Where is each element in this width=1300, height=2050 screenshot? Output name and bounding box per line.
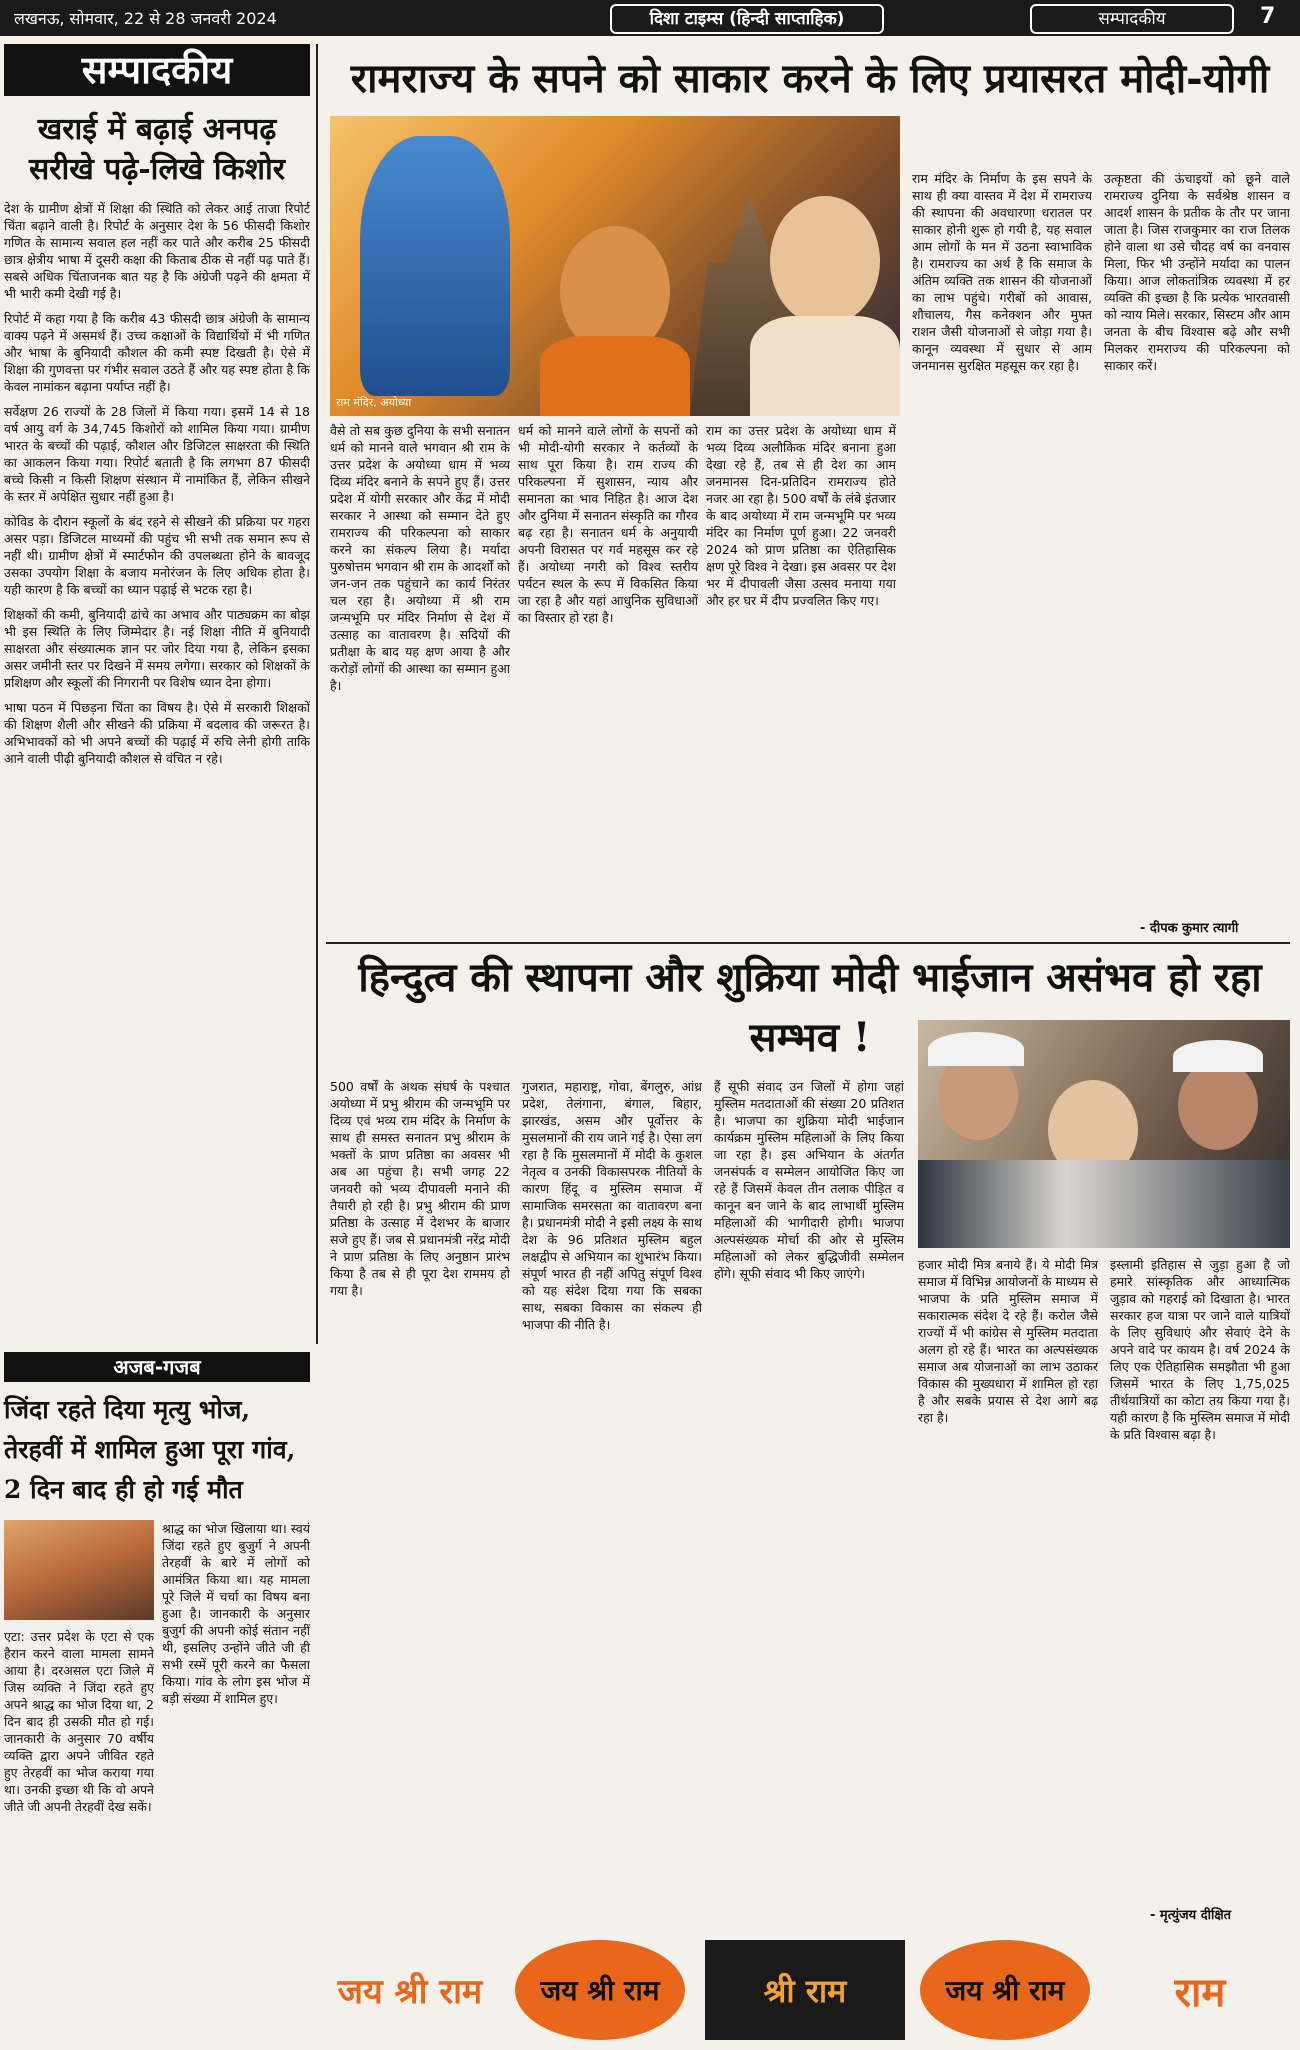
left-headline: खराई में बढ़ाई अनपढ़ सरीखे पढ़े-लिखे किशोर [28, 112, 286, 187]
banner-item: राम [1174, 1968, 1226, 2016]
ajab-gajab-headline: जिंदा रहते दिया मृत्यु भोज, तेरहवीं में शामिल हुआ पूरा गांव, 2 दिन बाद ही हो गई मौत [4, 1395, 296, 1504]
photo-caption: राम मंदिर, अयोध्या [336, 396, 412, 409]
second-article-col-4: हजार मोदी मित्र बनाये हैं। ये मोदी मित्र समाज में विभिन्न आयोजनों के माध्यम से भाजपा के प्रति मुस्लिम समाज में सकारात्मक संदेश दे रहे हैं। करोल जैसे राज्यों में भी कांग्रेस से मुस्लिम मतदाता अलग हो रहे हैं। भारत का अल्पसंख्यक समाज अब योजनाओं का लाभ उठाकर विकास की मुख्यधारा में शामिल हो रहा है और सबके प्रयास से देश आगे बढ़ रहा है। [918, 1257, 1098, 1425]
left-article [4, 104, 310, 1394]
deity-figure [360, 136, 510, 396]
main-article-col-1: वैसे तो सब कुछ दुनिया के सभी सनातन धर्म को मानने वाले भगवान श्री राम के उत्तर प्रदेश के अयोध्या धाम में भव्य दिव्य मंदिर बनाने के सपने हुए हैं। उत्तर प्रदेश में योगी सरकार और केंद्र में मोदी सरकार ने आस्था को सम्मान देते हुए रामराज्य की परिकल्पना को साकार करने का संकल्प लिया है। मर्यादा पुरुषोत्तम भगवान श्री राम के आदर्शों को जन-जन तक पहुंचाने का कार्य निरंतर चल रहा है। अयोध्या में श्री राम जन्मभूमि पर मंदिर निर्माण से देश में उत्साह का वातावरण है। सदियों की प्रतीक्षा के बाद यह क्षण आया है और करोड़ों लोगों की आस्था का सम्मान हुआ है। [330, 423, 510, 693]
modi-muslim-community-photo [918, 1020, 1290, 1248]
paragraph: कोविड के दौरान स्कूलों के बंद रहने से सीखने की प्रक्रिया पर गहरा असर पड़ा। डिजिटल माध्यमों की पहुंच भी सभी तक समान रूप से नहीं थी। ग्रामीण क्षेत्रों में स्मार्टफोन की उपलब्धता होने के बावजूद उसका उपयोग शिक्षा के बजाय मनोरंजन के लिए अधिक होता है। यही कारण है कि बच्चों का ध्यान पढ़ाई से भटक रहा है। [4, 514, 310, 597]
white-kurta [750, 316, 900, 416]
banner-item: जय श्री राम [337, 1972, 483, 2012]
section-label: सम्पादकीय [1030, 4, 1234, 34]
publication-name: दिशा टाइम्स (हिन्दी साप्ताहिक) [610, 4, 884, 34]
main-article-col-4: राम मंदिर के निर्माण के इस सपने के साथ ही क्या वास्तव में देश में रामराज्य की स्थापना की अवधारणा धरातल पर साकार होनी शुरू हो गयी है, यह सवाल आम लोगों के मन में उठना स्वाभाविक है। रामराज्य का अर्थ है कि समाज के अंतिम व्यक्ति तक शासन की योजनाओं का लाभ पहुंचे। गरीबों को आवास, शौचालय, गैस कनेक्शन और मुफ्त राशन जैसी योजनाओं से जोड़ा गया है। कानून व्यवस्था में सुधार से आम जनमानस सुरक्षित महसूस कर रहा है। [912, 171, 1092, 373]
author-byline: - दीपक कुमार त्यागी [1140, 921, 1239, 936]
main-article-col-5: उत्कृष्टता की ऊंचाइयों को छूने वाले रामराज्य दुनिया के सर्वश्रेष्ठ शासन व आदर्श शासन के प्रतीक के तौर पर जाना जाता है। जिस राजकुमार का राज तिलक होने वाला था उसे चौदह वर्ष का वनवास मिला, फिर भी उन्होंने मर्यादा का पालन किया। आज लोकतांत्रिक व्यवस्था में हर व्यक्ति की इच्छा है कि प्रत्येक भारतवासी को न्याय मिले। सरकार, सिस्टम और आम जनता के बीच विश्वास बढ़े और सभी मिलकर रामराज्य की परिकल्पना को साकार करें। [1104, 171, 1290, 373]
editorial-masthead: सम्पादकीय [4, 44, 310, 96]
author-byline: - मृत्युंजय दीक्षित [1150, 1908, 1232, 1923]
skullcap [1173, 1040, 1263, 1072]
jai-shri-ram-banner [320, 1940, 1290, 2040]
second-article-col-5: इस्लामी इतिहास से जुड़ा हुआ है जो हमारे सांस्कृतिक और आध्यात्मिक जुड़ाव को गहराई को दिखाता है। भारत सरकार हज यात्रा पर जाने वाले यात्रियों के लिए सुविधाएं और सेवाएं देने के अपने वादे पर कायम है। वर्ष 2024 के लिए एक ऐतिहासिक समझौता भी हुआ जिसमें भारत के लिए 1,75,025 तीर्थयात्रियों का कोटा तय किया गया है। यही कारण है कि मुस्लिम समाज में मोदी के प्रति विश्वास बढ़ा है। [1110, 1257, 1290, 1442]
paragraph: भाषा पठन में पिछड़ना चिंता का विषय है। ऐसे में सरकारी शिक्षकों की शिक्षण शैली और सीखने की प्रक्रिया में बदलाव की जरूरत है। अभिभावकों को भी अपने बच्चों की पढ़ाई में रुचि लेनी होगी ताकि आने वाली पीढ़ी बुनियादी कौशल से वंचित न रहे। [4, 700, 310, 766]
saffron-robe [540, 336, 690, 416]
top-bar [0, 0, 1300, 36]
person-face [1178, 1060, 1258, 1150]
elderly-man-photo [4, 1520, 154, 1620]
leader-portrait [770, 196, 880, 326]
main-article-col-3: राम का उत्तर प्रदेश के अयोध्या धाम में भव्य दिव्य अलौकिक मंदिर बनाना हुआ देखा रहे हैं, तब से ही देश का आम जनमानस दिन-प्रतिदिन रामराज्य होते नजर आ रहा है। 500 वर्षों के लंबे इंतजार के बाद अयोध्या में राम जन्मभूमि पर भव्य मंदिर का निर्माण पूर्ण हुआ। 22 जनवरी 2024 को प्राण प्रतिष्ठा का ऐतिहासिक क्षण पूरे विश्व ने देखा। इस अवसर पर देश भर में दीपावली जैसा उत्सव मनाया गया और हर घर में दीप प्रज्वलित किए गए। [706, 423, 896, 608]
banner-item: जय श्री राम [515, 1940, 685, 2040]
paragraph: शिक्षकों की कमी, बुनियादी ढांचे का अभाव और पाठ्यक्रम का बोझ भी इस स्थिति के लिए जिम्मेदार है। नई शिक्षा नीति में बुनियादी साक्षरता और संख्यात्मक ज्ञान पर जोर दिया गया है, लेकिन इसका असर जमीनी स्तर पर दिखने में समय लगेगा। सरकार को शिक्षकों के प्रशिक्षण और स्कूलों की निगरानी पर विशेष ध्यान देना होगा। [4, 607, 310, 690]
attire [918, 1160, 1290, 1248]
column-divider [316, 44, 318, 1344]
banner-item: श्री राम [705, 1940, 905, 2040]
ajab-gajab-label: अजब-गजब [4, 1352, 310, 1382]
paragraph: सर्वेक्षण 26 राज्यों के 28 जिलों में किया गया। इसमें 14 से 18 वर्ष आयु वर्ग के 34,745 किशोरों को शामिल किया गया। ग्रामीण भारत के बच्चों की पढ़ाई, कौशल और डिजिटल साक्षरता की स्थिति का आकलन किया गया। रिपोर्ट बताती है कि लगभग 87 फीसदी बच्चे किसी न किसी शिक्षण संस्थान में नामांकित हैं, लेकिन सीखने के स्तर में अपेक्षित सुधार नहीं हुआ है। [4, 404, 310, 504]
ajab-gajab-col-2: श्राद्ध का भोज खिलाया था। स्वयं जिंदा रहते हुए बुजुर्ग ने अपनी तेरहवीं के बारे में लोगों को आमंत्रित किया था। यह मामला पूरे जिले में चर्चा का विषय बना हुआ है। जानकारी के अनुसार बुजुर्ग की अपनी कोई संतान नहीं थी, इसलिए उन्होंने जीते जी ही सभी रस्में पूरी करने का फैसला किया। गांव के लोग इस भोज में बड़ी संख्या में शामिल हुए। [162, 1521, 310, 1706]
skullcap [928, 1032, 1024, 1066]
second-headline: हिन्दुत्व की स्थापना और शुक्रिया मोदी भाईजान असंभव हो रहा सम्भव ! [358, 954, 1262, 1061]
paragraph: रिपोर्ट में कहा गया है कि करीब 43 फीसदी छात्र अंग्रेजी के सामान्य वाक्य पढ़ने में असमर्थ हैं। उच्च कक्षाओं के विद्यार्थियों में भी गणित और भाषा के बुनियादी कौशल की कमी स्पष्ट दिखती है। ऐसे में शिक्षा की गुणवत्ता पर गंभीर सवाल उठते हैं और यह स्पष्ट होता है कि केवल नामांकन बढ़ाना पर्याप्त नहीं है। [4, 311, 310, 394]
main-article-col-2: धर्म को मानने वाले लोगों के सपनों को भी मोदी-योगी सरकार ने कर्तव्यों के साथ पूरा किया है। राम राज्य की परिकल्पना में सुशासन, न्याय और समानता का भाव निहित है। आज देश और दुनिया में सनातन संस्कृति का गौरव बढ़ रहा है। सनातन धर्म के अनुयायी अपनी विरासत पर गर्व महसूस कर रहे हैं। अयोध्या नगरी को विश्व स्तरीय पर्यटन स्थल के रूप में विकसित किया जा रहा है और यहां आधुनिक सुविधाओं का विस्तार हो रहा है। [518, 423, 698, 625]
page-number: 7 [1260, 4, 1276, 29]
ram-temple-photo [330, 116, 900, 416]
section-divider [326, 942, 1290, 944]
left-article-body [4, 200, 310, 767]
paragraph: देश के ग्रामीण क्षेत्रों में शिक्षा की स्थिति को लेकर आई ताजा रिपोर्ट चिंता बढ़ाने वाली है। रिपोर्ट के अनुसार देश के 56 फीसदी किशोर गणित के सामान्य सवाल हल नहीं कर पाते और करीब 25 फीसदी छात्र क्षेत्रीय भाषा में दूसरी कक्षा की किताब ठीक से नहीं पढ़ पाते हैं। सबसे अधिक चिंताजनक बात यह है कि अंग्रेजी पढ़ने की क्षमता में भी भारी कमी देखी गई है। [4, 201, 310, 301]
issue-date: लखनऊ, सोमवार, 22 से 28 जनवरी 2024 [14, 9, 277, 28]
second-article-col-1: 500 वर्षों के अथक संघर्ष के पश्चात अयोध्या में प्रभु श्रीराम की जन्मभूमि पर दिव्य एवं भव्य राम मंदिर के निर्माण के साथ ही समस्त सनातन प्रभु श्रीराम के भक्तों के प्राण प्रतिष्ठा का अवसर भी अब आ पहुंचा है। सभी जगह 22 जनवरी को भव्य दीपावली मनाने की तैयारी हो रही है। प्रभु श्रीराम की प्राण प्रतिष्ठा के उत्साह में देशभर के बाजार सजे हुए हैं। जब से प्रधानमंत्री नरेंद्र मोदी ने प्राण प्रतिष्ठा के लिए अनुष्ठान प्रारंभ किया है तब से ही पूरा देश राममय हो गया है। [330, 1079, 510, 1298]
main-headline: रामराज्य के सपने को साकार करने के लिए प्रयासरत मोदी-योगी [350, 55, 1270, 102]
second-article-col-3: हैं सूफी संवाद उन जिलों में होगा जहां मुस्लिम मतदाताओं की संख्या 20 प्रतिशत है। भाजपा का शुक्रिया मोदी भाईजान कार्यक्रम मुस्लिम महिलाओं के लिए किया जा रहा है। इस अभियान के अंतर्गत जनसंपर्क व सम्मेलन आयोजित किए जा रहे हैं जिसमें केवल तीन तलाक पीड़ित व कानून बन जाने के बाद लाभार्थी मुस्लिम महिलाओं की भागीदारी होगी। भाजपा अल्पसंख्यक मोर्चा की ओर से मुस्लिम महिलाओं को लेकर बुद्धिजीवी सम्मेलन होंगे। सूफी संवाद भी किए जाएंगे। [714, 1079, 904, 1281]
second-article-col-2: गुजरात, महाराष्ट्र, गोवा, बेंगलुरु, आंध्र प्रदेश, तेलंगाना, बंगाल, बिहार, झारखंड, असम और पूर्वोत्तर के मुसलमानों की राय जाने गई है। ऐसा लग रहा है कि मुसलमानों में मोदी के कुशल नेतृत्व व उनकी विकासपरक नीतियों के कारण हिंदू व मुस्लिम समाज में सामाजिक समरसता का वातावरण बना है। प्रधानमंत्री मोदी ने इसी लक्ष्य के साथ देश के 96 प्रतिशत मुस्लिम बहुल लक्षद्वीप से अभियान का शुभारंभ किया। संपूर्ण भारत ही नहीं अपितु संपूर्ण विश्व को यह संदेश दिया गया कि सबका साथ, सबका विकास का संकल्प ही भाजपा की नीति है। [522, 1079, 702, 1332]
ajab-gajab-col-1: एटा: उत्तर प्रदेश के एटा से एक हैरान करने वाला मामला सामने आया है। दरअसल एटा जिले में जिस व्यक्ति ने जिंदा रहते हुए अपने श्राद्ध का भोज दिया था, 2 दिन बाद ही उसकी मौत हो गई। जानकारी के अनुसार 70 वर्षीय व्यक्ति द्वारा अपने जीवित रहते हुए तेरहवीं का भोज कराया गया था। उनकी इच्छा थी कि वो अपने जीते जी अपनी तेरहवीं देख सकें। [4, 1629, 154, 1814]
banner-item: जय श्री राम [920, 1940, 1090, 2040]
